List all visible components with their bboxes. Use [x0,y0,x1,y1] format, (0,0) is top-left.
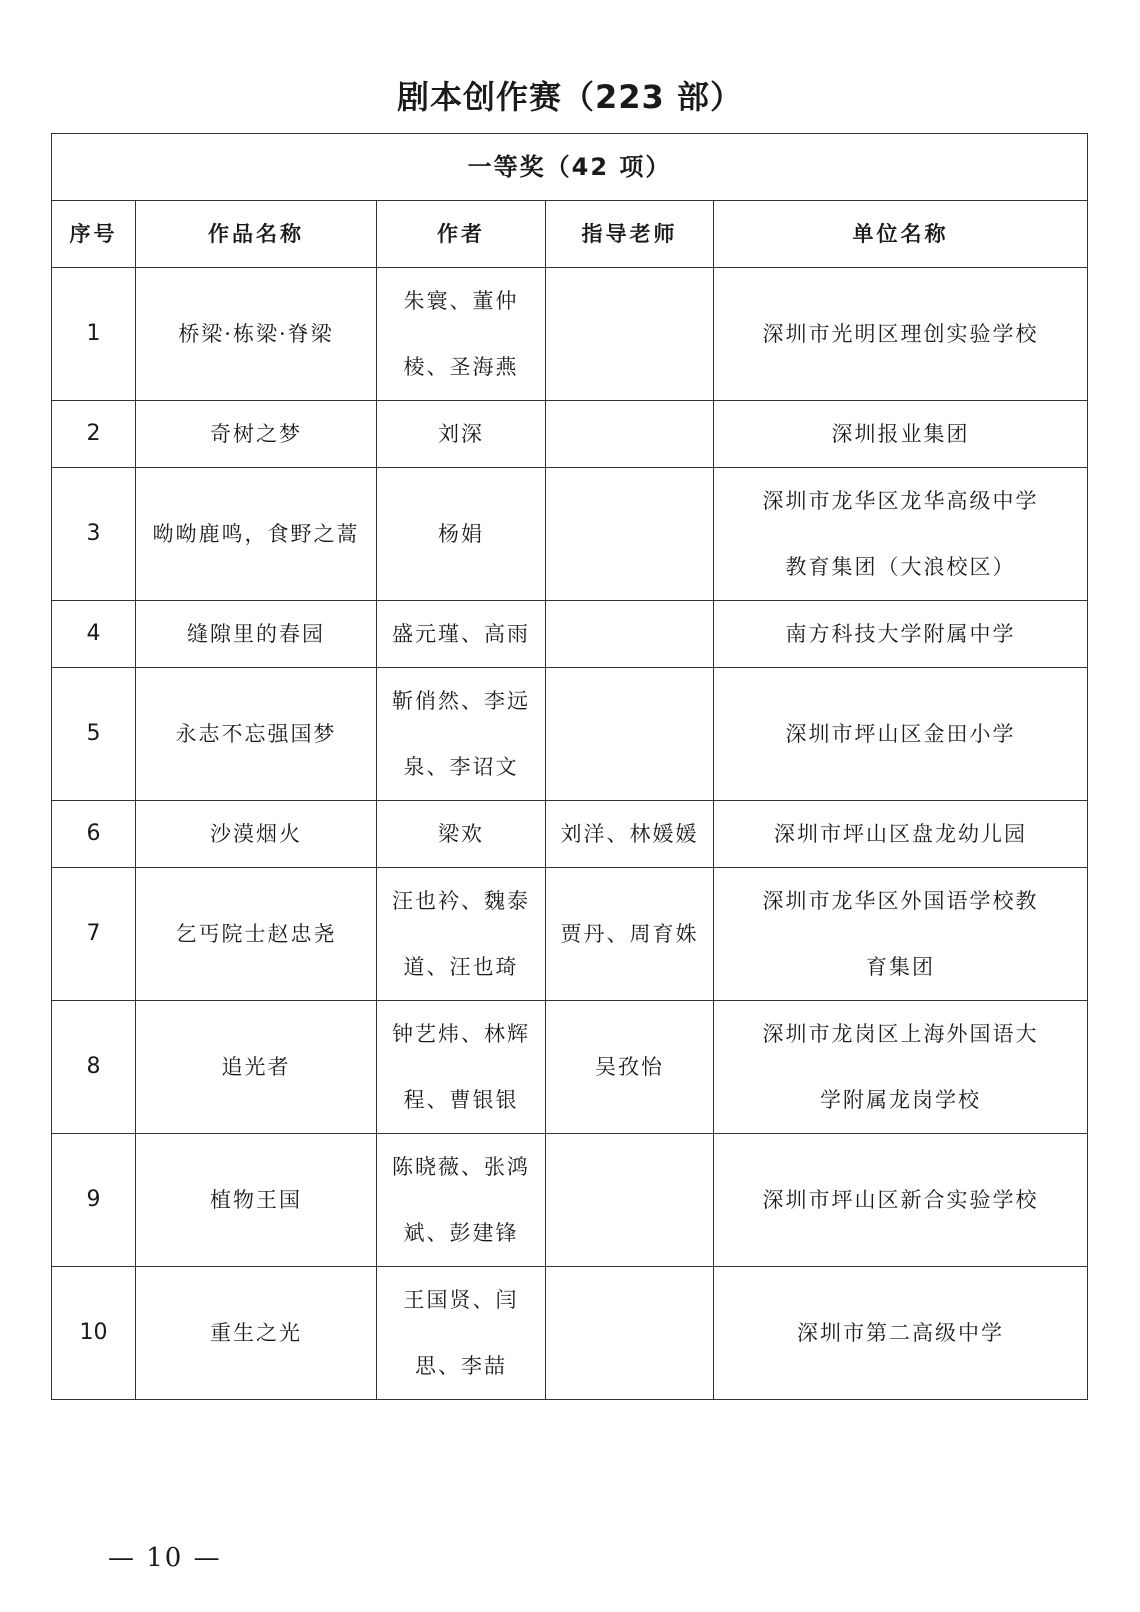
cell-work: 重生之光 [136,1267,377,1400]
cell-advisor: 刘洋、林媛媛 [546,801,714,868]
cell-no: 1 [52,268,136,401]
cell-no: 2 [52,401,136,468]
cell-authors-line: 斌、彭建锋 [403,1221,519,1245]
cell-unit-line: 深圳市第二高级中学 [797,1321,1005,1345]
cell-unit [714,1134,1088,1267]
cell-authors [377,601,546,668]
cell-authors-line: 程、曹银银 [403,1088,519,1112]
cell-unit [714,268,1088,401]
cell-authors-line: 刘深 [438,422,484,446]
cell-work: 追光者 [136,1001,377,1134]
cell-authors-line: 棱、圣海燕 [403,355,519,379]
header-row [52,201,1088,268]
cell-advisor: 贾丹、周育姝 [546,868,714,1001]
cell-unit [714,468,1088,601]
table-row [52,601,1088,668]
cell-advisor [546,601,714,668]
cell-advisor: 吴孜怡 [546,1001,714,1134]
section-heading: 一等奖（42 项） [52,134,1088,201]
column-header-unit: 单位名称 [714,201,1088,268]
cell-no: 6 [52,801,136,868]
page-title: 剧本创作赛（223 部） [397,78,743,116]
cell-unit-line: 深圳市龙华区外国语学校教 [762,889,1039,913]
awards-table [51,133,1088,1400]
cell-authors-line: 杨娟 [438,522,484,546]
cell-unit [714,801,1088,868]
cell-no: 4 [52,601,136,668]
cell-authors-line: 汪也衿、魏泰 [392,889,530,913]
cell-authors-line: 盛元瑾、高雨 [392,622,530,646]
cell-work: 沙漠烟火 [136,801,377,868]
cell-work: 桥梁·栋梁·脊梁 [136,268,377,401]
cell-work: 奇树之梦 [136,401,377,468]
cell-unit [714,601,1088,668]
cell-unit-line: 深圳市坪山区新合实验学校 [762,1188,1039,1212]
section-row [52,134,1088,201]
cell-advisor [546,1267,714,1400]
table-row [52,1134,1088,1267]
cell-unit-line: 南方科技大学附属中学 [785,622,1016,646]
cell-no: 9 [52,1134,136,1267]
table-row [52,668,1088,801]
cell-authors-line: 梁欢 [438,822,484,846]
cell-work: 呦呦鹿鸣，食野之蒿 [136,468,377,601]
cell-work: 乞丐院士赵忠尧 [136,868,377,1001]
cell-unit [714,1001,1088,1134]
column-header-work: 作品名称 [136,201,377,268]
cell-advisor [546,1134,714,1267]
cell-unit [714,868,1088,1001]
cell-authors [377,468,546,601]
cell-no: 7 [52,868,136,1001]
cell-authors [377,801,546,868]
table-row [52,268,1088,401]
table-row [52,801,1088,868]
cell-advisor [546,668,714,801]
cell-work: 植物王国 [136,1134,377,1267]
cell-unit-line: 深圳市坪山区金田小学 [785,722,1016,746]
cell-no: 5 [52,668,136,801]
cell-unit [714,1267,1088,1400]
cell-unit [714,401,1088,468]
cell-authors-line: 道、汪也琦 [403,955,519,979]
cell-unit-line: 深圳市坪山区盘龙幼儿园 [774,822,1028,846]
cell-authors [377,1134,546,1267]
cell-unit-line: 深圳市光明区理创实验学校 [762,322,1039,346]
cell-unit-line: 育集团 [866,955,936,979]
cell-authors-line: 思、李喆 [415,1354,507,1378]
cell-unit-line: 深圳报业集团 [831,422,970,446]
cell-authors-line: 朱寰、董仲 [403,289,519,313]
table-row [52,468,1088,601]
cell-authors [377,668,546,801]
cell-authors-line: 钟艺炜、林辉 [392,1022,530,1046]
table-row [52,868,1088,1001]
cell-authors-line: 泉、李诏文 [403,755,519,779]
cell-authors [377,868,546,1001]
cell-authors [377,268,546,401]
page-number: — 10 — [108,1543,222,1573]
cell-unit [714,668,1088,801]
table-row [52,1267,1088,1400]
column-header-advisor: 指导老师 [546,201,714,268]
cell-unit-line: 学附属龙岗学校 [820,1088,982,1112]
cell-authors [377,401,546,468]
cell-work: 永志不忘强国梦 [136,668,377,801]
cell-no: 10 [52,1267,136,1400]
cell-no: 8 [52,1001,136,1134]
cell-advisor [546,401,714,468]
cell-advisor [546,468,714,601]
column-header-authors: 作者 [377,201,546,268]
cell-unit-line: 深圳市龙华区龙华高级中学 [762,489,1039,513]
table-body [52,268,1088,1400]
cell-unit-line: 深圳市龙岗区上海外国语大 [762,1022,1039,1046]
cell-advisor [546,268,714,401]
cell-authors [377,1267,546,1400]
table-row [52,401,1088,468]
column-header-no: 序号 [52,201,136,268]
cell-authors [377,1001,546,1134]
table-row [52,1001,1088,1134]
cell-authors-line: 靳俏然、李远 [392,689,530,713]
cell-work: 缝隙里的春园 [136,601,377,668]
cell-no: 3 [52,468,136,601]
cell-unit-line: 教育集团（大浪校区） [785,555,1016,579]
cell-authors-line: 王国贤、闫 [403,1288,519,1312]
cell-authors-line: 陈晓薇、张鸿 [392,1155,530,1179]
